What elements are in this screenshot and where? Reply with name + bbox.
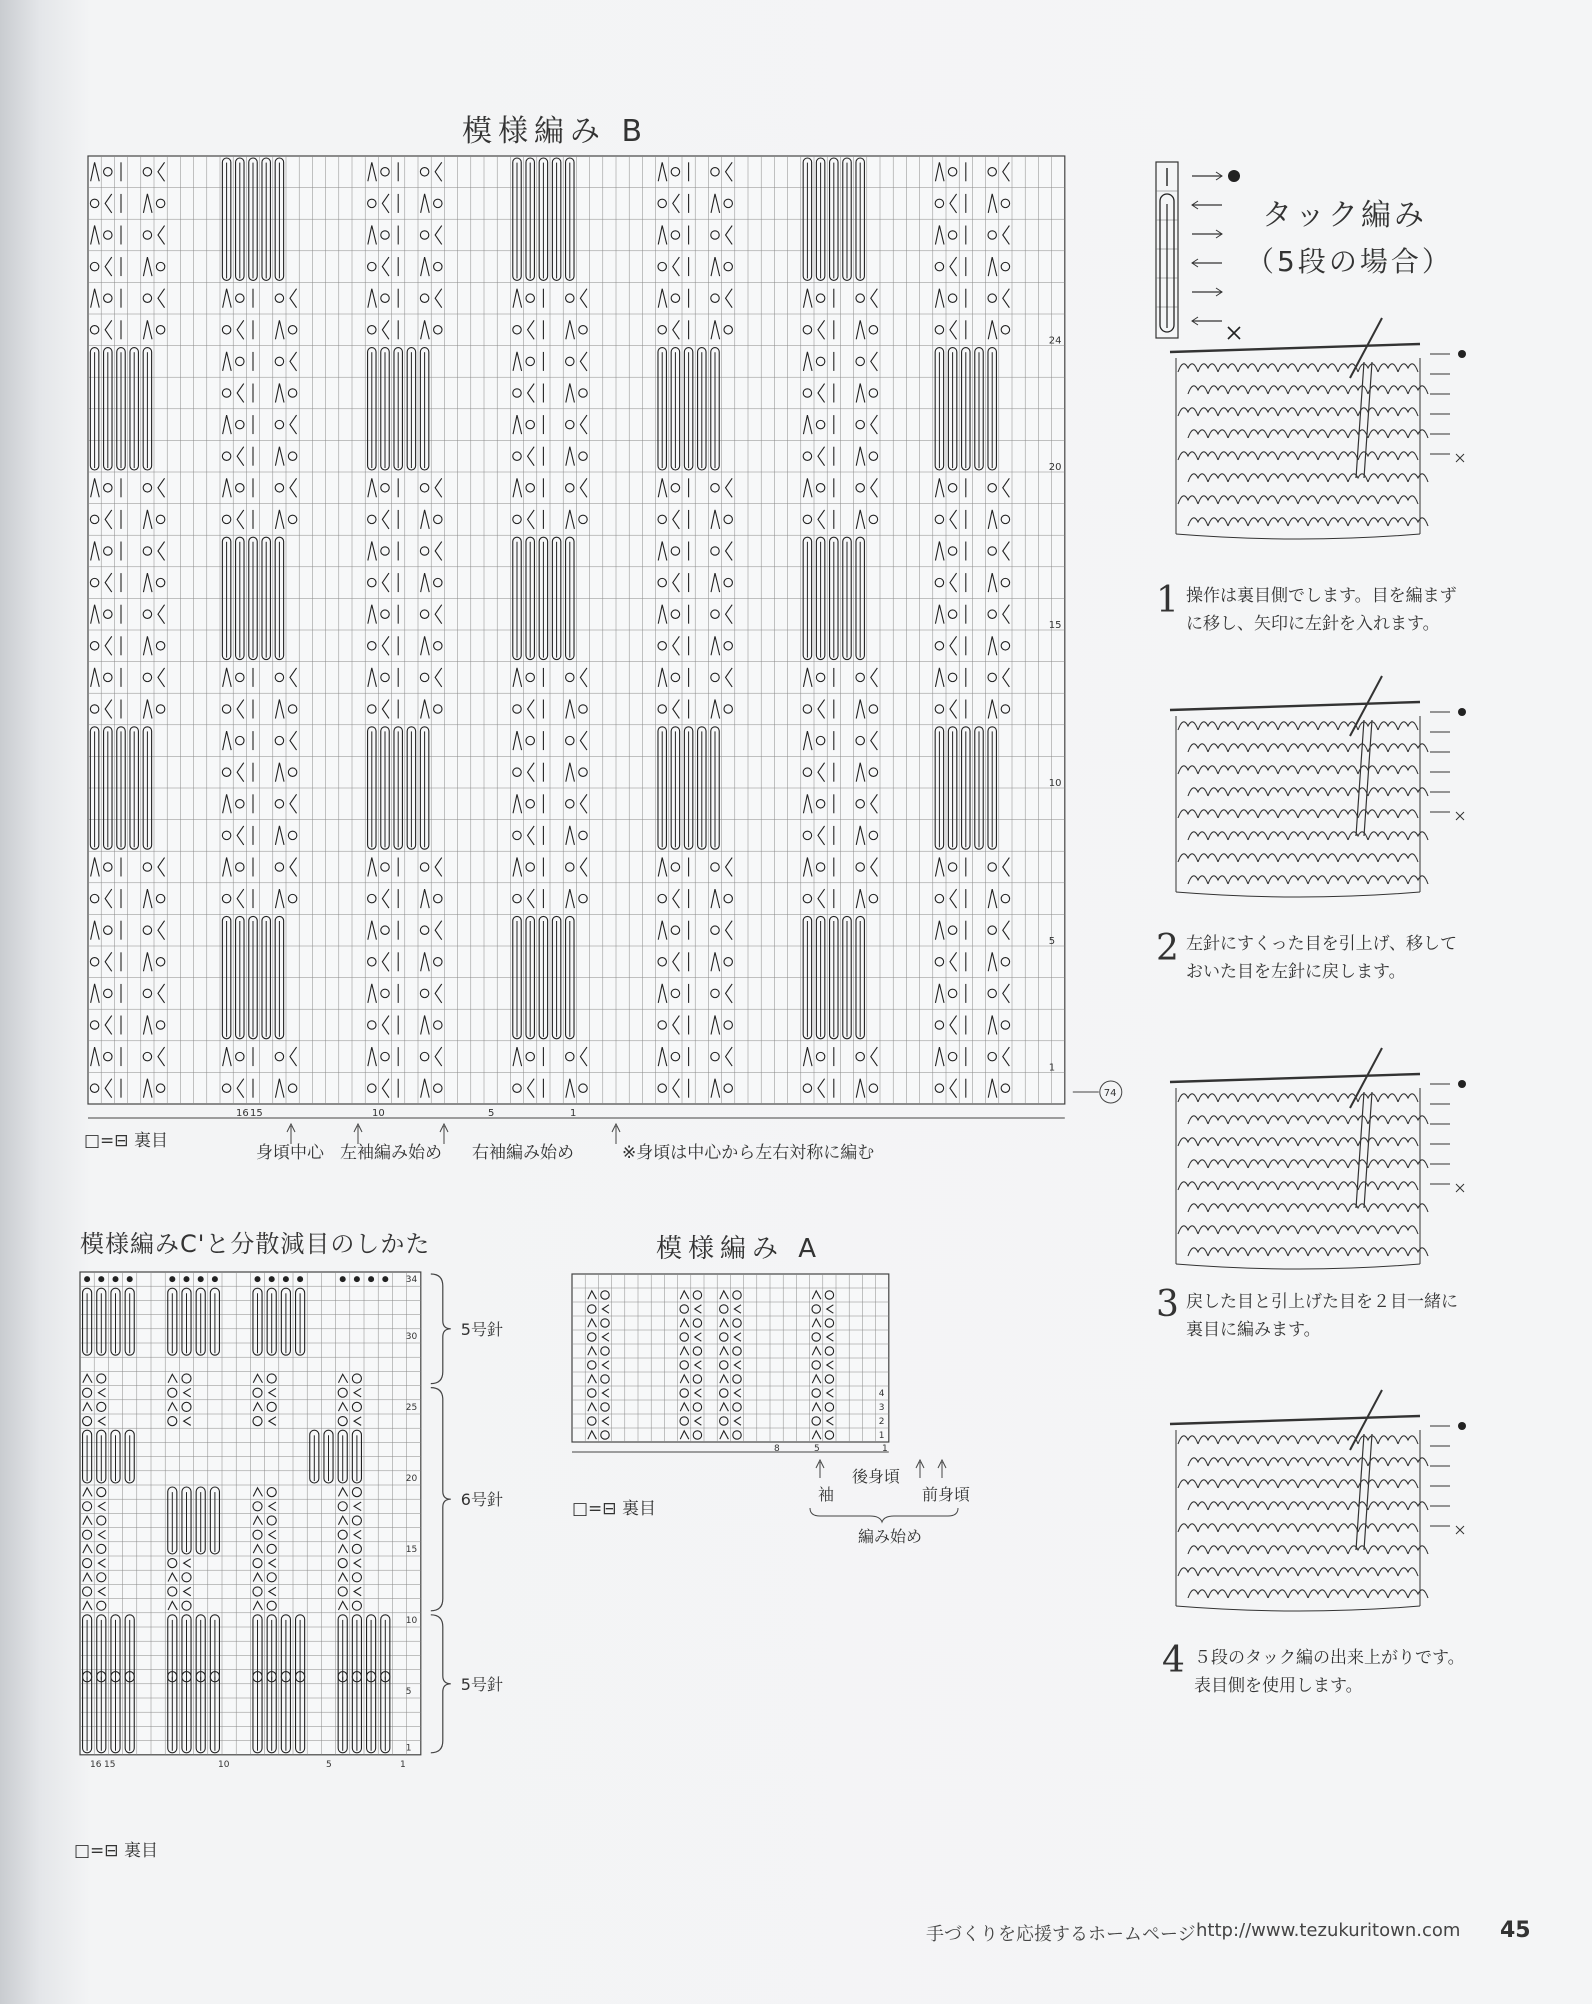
needle — [1170, 702, 1420, 710]
pattern-b-stitch-number: 15 — [250, 1108, 263, 1119]
pattern-a-row-number: 4 — [878, 1389, 885, 1399]
pattern-a-row-number: 1 — [878, 1431, 885, 1441]
step-3-text: 戻した目と引上げた目を２目一緒に裏目に編みます。 — [1186, 1292, 1458, 1340]
label-front-body: 前身頃 — [922, 1485, 971, 1504]
pattern-b-legend: □=⊟ 裏目 — [84, 1131, 168, 1151]
footer-url[interactable]: http://www.tezukuritown.com — [1196, 1920, 1461, 1941]
pattern-c-row-number: 5 — [405, 1686, 412, 1697]
pattern-b-note: ※身頃は中心から左右対称に編む — [622, 1143, 875, 1163]
tuck-symbol-diagram — [1150, 158, 1260, 348]
label-right-sleeve-start: 右袖編み始め — [472, 1143, 574, 1163]
pattern-b-row-number: 10 — [1048, 778, 1062, 789]
knit-fabric — [1176, 358, 1428, 539]
tuck-step-3-illustration — [1150, 1058, 1480, 1288]
tuck-step-2-illustration — [1150, 686, 1480, 932]
pattern-c-row-number: 1 — [405, 1743, 412, 1754]
pattern-c-stitch-number: 16 — [90, 1759, 102, 1770]
step-4-number: 4 — [1162, 1640, 1185, 1681]
pattern-b-grid — [88, 156, 1065, 1104]
pattern-c-stitch-number: 5 — [326, 1759, 332, 1770]
pattern-b-row-number: 1 — [1048, 1062, 1056, 1074]
needle-size-label: 6号針 — [460, 1490, 503, 1510]
needle-brace — [431, 1274, 451, 1384]
pattern-c-grid — [80, 1272, 421, 1755]
label-body-center: 身頃中心 — [256, 1143, 324, 1163]
step-2-number: 2 — [1156, 928, 1179, 969]
label-left-sleeve-start: 左袖編み始め — [340, 1143, 442, 1163]
page-number: 45 — [1500, 1918, 1531, 1943]
footer-site-text: 手づくりを応援するホームページ — [926, 1924, 1196, 1945]
pattern-b-stitch-number: 5 — [488, 1108, 495, 1119]
needle-brace — [431, 1615, 451, 1753]
pattern-c-stitch-number: 1 — [400, 1759, 406, 1770]
pattern-b-row-number: 5 — [1048, 936, 1056, 947]
needle-size-label: 5号針 — [460, 1674, 503, 1694]
pattern-c-stitch-number: 10 — [218, 1759, 230, 1770]
arrow-ref-number: 74 — [1103, 1088, 1117, 1099]
pattern-c-row-number: 10 — [405, 1615, 418, 1626]
step-1-number: 1 — [1156, 580, 1179, 621]
start-dot — [1228, 170, 1240, 182]
pattern-a-stitch-number: 8 — [774, 1444, 780, 1454]
tuck-step-4-illustration — [1150, 1400, 1480, 1630]
tuck-title: タック編み — [1262, 198, 1427, 233]
needle — [1170, 1074, 1420, 1082]
pattern-c-row-number: 25 — [405, 1402, 418, 1413]
pattern-c-chart — [78, 1270, 528, 1830]
pattern-a-row-number: 2 — [878, 1417, 885, 1427]
pattern-a-row-number: 3 — [878, 1403, 885, 1413]
needle-brace — [431, 1388, 451, 1611]
pattern-c-row-number: 30 — [405, 1331, 418, 1342]
label-sleeve: 袖 — [818, 1485, 835, 1504]
needle — [1170, 1416, 1420, 1424]
label-back-body: 後身頃 — [852, 1467, 901, 1486]
pattern-a-stitch-number: 1 — [882, 1444, 888, 1454]
tuck-step-1-illustration — [1150, 328, 1480, 574]
step-4-text: ５段のタック編の出来上がりです。表目側を使用します。 — [1194, 1648, 1465, 1696]
pattern-b-chart — [86, 154, 1117, 1119]
pattern-b-row-number: 20 — [1048, 462, 1062, 473]
pattern-a-chart — [570, 1272, 1010, 1572]
pattern-c-row-number: 15 — [405, 1544, 418, 1555]
pattern-a-grid — [572, 1274, 889, 1442]
needle — [1170, 344, 1420, 352]
pattern-b-stitch-number: 16 — [236, 1108, 249, 1119]
step-3-number: 3 — [1156, 1284, 1179, 1325]
pattern-c-row-number: 20 — [405, 1473, 418, 1484]
step-2-text: 左針にすくった目を引上げ、移しておいた目を左針に戻します。 — [1186, 934, 1457, 982]
pattern-b-title: 模様編み B — [462, 114, 649, 149]
pattern-b-stitch-number: 10 — [372, 1108, 385, 1119]
needle-size-label: 5号針 — [460, 1319, 503, 1339]
knit-fabric — [1176, 1088, 1428, 1269]
pattern-a-legend: □=⊟ 裏目 — [572, 1499, 656, 1519]
pattern-c-title: 模様編みC'と分散減目のしかた — [80, 1230, 431, 1258]
knit-fabric — [1176, 716, 1428, 897]
knit-fabric — [1176, 1430, 1428, 1611]
pattern-b-stitch-number: 1 — [570, 1108, 577, 1119]
label-knit-start: 編み始め — [858, 1527, 923, 1546]
start-brace — [810, 1508, 958, 1522]
pattern-c-stitch-number: 15 — [104, 1759, 116, 1770]
step-1-text: 操作は裏目側でします。目を編まずに移し、矢印に左針を入れます。 — [1186, 586, 1457, 634]
pattern-b-row-number: 24 — [1048, 335, 1062, 347]
pattern-a-title: 模様編み A — [656, 1234, 823, 1264]
tuck-subtitle: （5段の場合） — [1246, 245, 1453, 278]
pattern-a-stitch-number: 5 — [814, 1444, 820, 1454]
pattern-c-row-number: 34 — [405, 1275, 418, 1285]
pattern-b-row-number: 15 — [1048, 620, 1062, 631]
pattern-c-legend: □=⊟ 裏目 — [74, 1841, 158, 1861]
